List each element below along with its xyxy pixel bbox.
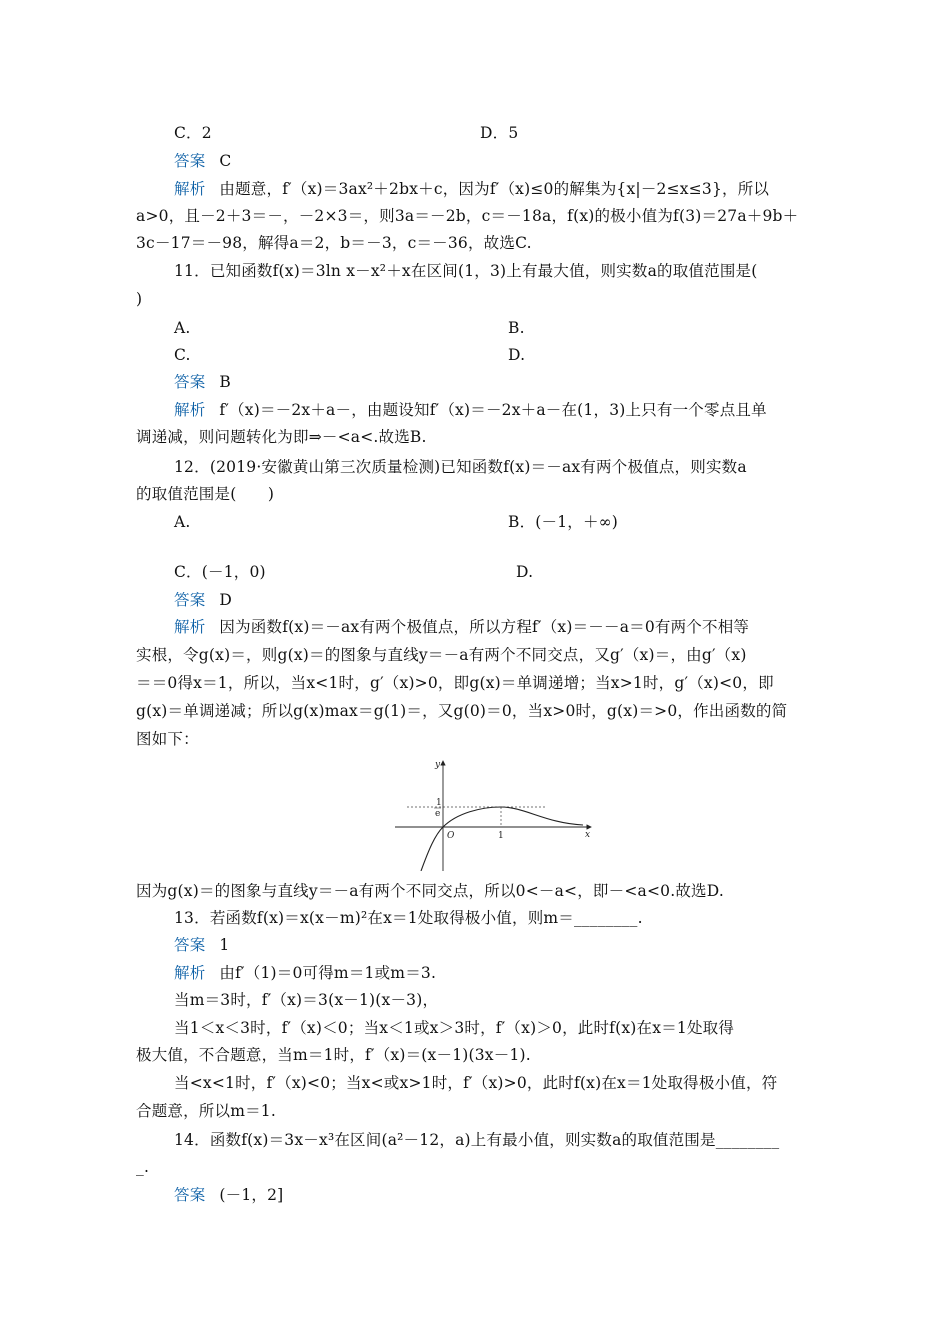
q11-option-c: C. — [174, 346, 191, 364]
answer-label: 答案 — [174, 373, 206, 391]
q11-solution-line-1 — [174, 400, 854, 420]
answer-label: 答案 — [174, 152, 206, 170]
q11-option-b: B. — [508, 319, 525, 337]
q12-options-row-1 — [174, 512, 854, 532]
q13-answer — [174, 935, 854, 955]
q13-solution-line-3: 当1＜x＜3时，f′（x)＜0；当x＜1或x＞3时，f′（x)＞0，此时f(x)在x＝1处取得 — [174, 1019, 735, 1037]
answer-label: 答案 — [174, 591, 206, 609]
q11-option-a: A. — [174, 319, 191, 337]
q14-answer — [174, 1185, 854, 1205]
q12-option-c: C．(－1，0) — [174, 563, 266, 581]
q12-option-a: A. — [174, 513, 191, 531]
q13-solution-line-1 — [174, 963, 854, 983]
q13-solution-line-5: 当<x<1时，f′（x)<0；当x<或x>1时，f′（x)>0，此时f(x)在x＝1处取得极小值，符 — [174, 1074, 778, 1092]
y-tick-numerator: 1 — [436, 798, 442, 808]
q13-solution-line-2: 当m＝3时，f′（x)＝3(x－1)(x－3)， — [174, 991, 439, 1009]
answer-value: 1 — [219, 936, 230, 954]
q10-option-d: D．5 — [480, 124, 519, 142]
solution-label: 解析 — [174, 964, 206, 982]
q11-stem-line-2: ) — [136, 290, 143, 308]
answer-label: 答案 — [174, 936, 206, 954]
q12-option-b: B．(－1，＋∞) — [508, 513, 619, 531]
q10-solution-line-1 — [174, 179, 854, 199]
solution-text: f′（x)＝－2x＋a－，由题设知f′（x)＝－2x＋a－在(1，3)上只有一个零点且单 — [219, 401, 767, 419]
solution-text: 由f′（1)＝0可得m＝1或m＝3. — [219, 964, 437, 982]
answer-label: 答案 — [174, 1186, 206, 1204]
q12-option-d: D. — [516, 563, 534, 581]
q10-solution-line-2: a>0，且－2＋3＝－，－2×3＝，则3a＝－2b，c＝－18a，f(x)的极小值为f(3)＝27a＋9b＋ — [136, 207, 799, 225]
q12-solution-line-1 — [174, 617, 854, 637]
q12-answer — [174, 590, 854, 610]
solution-label: 解析 — [174, 618, 206, 636]
q12-options-row-2 — [174, 562, 854, 582]
function-sketch-graph — [395, 757, 595, 871]
q12-solution-line-4: g(x)＝单调递减；所以g(x)max＝g(1)＝，又g(0)＝0，当x>0时，g(x)＝>0，作出函数的简 — [136, 702, 788, 720]
q10-answer — [174, 151, 854, 171]
q12-solution-line-2: 实根，令g(x)＝，则g(x)＝的图象与直线y＝－a有两个不同交点，又g′（x)＝，由g′（x) — [136, 646, 747, 664]
answer-value: B — [219, 373, 231, 391]
solution-text: 因为函数f(x)＝－ax有两个极值点，所以方程f′（x)＝－－a＝0有两个不相等 — [219, 618, 750, 636]
q13-stem: 13．若函数f(x)＝x(x－m)²在x＝1处取得极小值，则m＝________. — [174, 909, 643, 927]
q12-after-graph: 因为g(x)＝的图象与直线y＝－a有两个不同交点，所以0<－a<，即－<a<0.故选D. — [136, 882, 724, 900]
solution-label: 解析 — [174, 180, 206, 198]
q10-solution-line-3: 3c－17＝－98，解得a＝2，b＝－3，c＝－36，故选C. — [136, 234, 532, 252]
q11-options-row-1 — [174, 318, 854, 338]
y-tick-denominator: e — [435, 809, 441, 819]
q12-stem-line-2: 的取值范围是( ) — [136, 485, 275, 503]
q12-solution-line-3: ＝＝0得x＝1，所以，当x<1时，g′（x)>0，即g(x)＝单调递增；当x>1时，g′（x)<0，即 — [136, 674, 774, 692]
q11-options-row-2 — [174, 345, 854, 365]
q11-solution-line-2: 调递减，则问题转化为即⇒－<a<.故选B. — [136, 428, 427, 446]
answer-value: (－1，2] — [219, 1186, 284, 1204]
q14-stem-line-2: _. — [136, 1158, 150, 1176]
solution-label: 解析 — [174, 401, 206, 419]
q13-solution-line-4: 极大值，不合题意，当m＝1时，f′（x)＝(x－1)(3x－1). — [136, 1046, 531, 1064]
x-tick-1: 1 — [498, 831, 504, 841]
q14-stem-line-1: 14．函数f(x)＝3x－x³在区间(a²－12，a)上有最小值，则实数a的取值范围是________ — [174, 1131, 780, 1149]
x-axis-label: x — [585, 830, 591, 840]
y-axis-label: y — [435, 760, 441, 770]
q12-solution-line-5: 图如下： — [136, 730, 199, 748]
q12-stem-line-1: 12．(2019·安徽黄山第三次质量检测)已知函数f(x)＝－ax有两个极值点，则实数a — [174, 458, 747, 476]
q10-options-row — [174, 123, 854, 143]
q10-option-c: C．2 — [174, 124, 212, 142]
q11-option-d: D. — [508, 346, 526, 364]
answer-value: C — [219, 152, 232, 170]
q13-solution-line-6: 合题意，所以m＝1. — [136, 1102, 276, 1120]
q11-answer — [174, 372, 854, 392]
q11-stem-line-1: 11．已知函数f(x)＝3ln x－x²＋x在区间(1，3)上有最大值，则实数a的取值范围是( — [174, 262, 758, 280]
origin-label: O — [447, 831, 455, 841]
answer-value: D — [219, 591, 233, 609]
solution-text: 由题意，f′（x)＝3ax²＋2bx＋c，因为f′（x)≤0的解集为{x|－2≤x≤3}，所以 — [219, 180, 770, 198]
